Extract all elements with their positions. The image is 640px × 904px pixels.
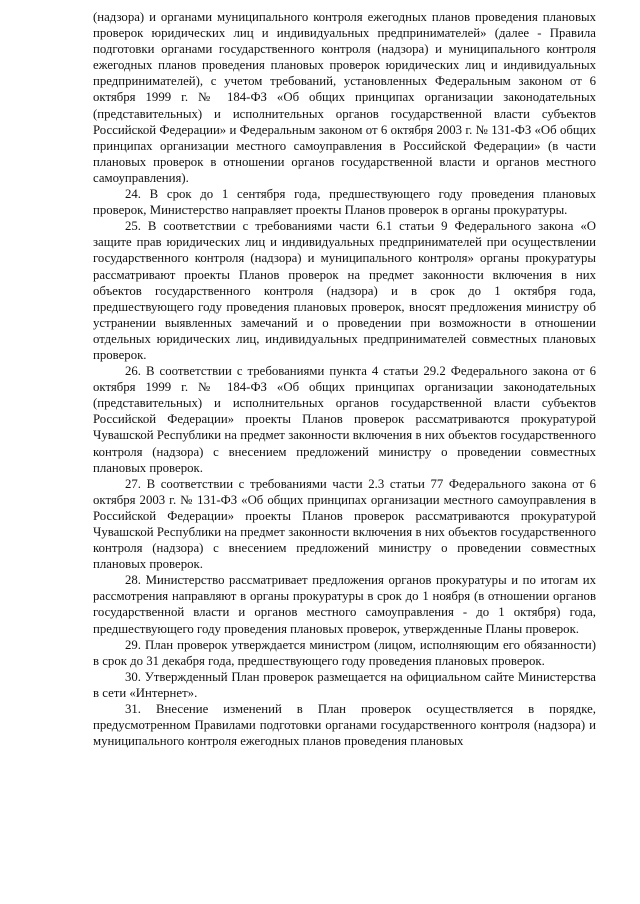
paragraph-25: 25. В соответствии с требованиями части 6.1 статьи 9 Федерального закона «О защите прав юридических лиц и индивидуальных предпринимателей при осуществлении государственного контроля (надзора) и муниципального контроля» органы прокуратуры рассматривают проекты Планов проверок на предмет законности включения в них объектов государственного контроля (надзора) и в срок до 1 октября года, предшествующего году проведения плановых проверок, вносят предложения министру об устранении выявленных замечаний и о проведении при возможности в отношении отдельных юридических лиц, индивидуальных предпринимателей совместных плановых проверок. [93, 219, 596, 362]
paragraph-28: 28. Министерство рассматривает предложения органов прокуратуры и по итогам их рассмотрения направляют в органы прокуратуры в срок до 1 ноября (в отношении органов государственной власти и органов местного самоуправления - до 1 октября) года, предшествующего году проведения плановых проверок, утвержденные Планы проверок. [93, 573, 596, 636]
paragraph-24: 24. В срок до 1 сентября года, предшествующего году проведения плановых проверок, Министерство направляет проекты Планов проверок в органы прокуратуры. [93, 187, 596, 218]
paragraph-29: 29. План проверок утверждается министром (лицом, исполняющим его обязанности) в срок до 31 декабря года, предшествующего году проведения плановых проверок. [93, 637, 596, 668]
paragraph-26: 26. В соответствии с требованиями пункта 4 статьи 29.2 Федерального закона от 6 октября 1999 г. № 184-ФЗ «Об общих принципах организации законодательных (представительных) и исполнительных органов государственной власти субъектов Российской Федерации» проекты Планов проверок рассматриваются прокуратурой Чувашской Республики на предмет законности включения в них объектов государственного контроля (надзора) с внесением предложений министру о проведении совместных плановых проверок. [93, 364, 596, 475]
paragraph-31: 31. Внесение изменений в План проверок осуществляется в порядке, предусмотренном Правилами подготовки органами государственного контроля (надзора) и муниципального контроля ежегодных планов проведения плановых [93, 702, 596, 749]
paragraph-30: 30. Утвержденный План проверок размещается на официальном сайте Министерства в сети «Интернет». [93, 669, 596, 700]
paragraph-continuation: (надзора) и органами муниципального контроля ежегодных планов проведения плановых проверок юридических лиц и индивидуальных предпринимателей» (далее - Правила подготовки органами государственного контроля (надзора) и муниципального контроля ежегодных планов проведения плановых проверок юридических лиц и индивидуальных предпринимателей), с учетом требований, установленных Федеральным законом от 6 октября 1999 г. № 184-ФЗ «Об общих принципах организации законодательных (представительных) и исполнительных органов государственной власти субъектов Российской Федерации» и Федеральным законом от 6 октября 2003 г. № 131-ФЗ «Об общих принципах организации местного самоуправления в Российской Федерации» (в части плановых проверок в отношении органов государственной власти и органов местного самоуправления). [93, 10, 596, 185]
paragraph-27: 27. В соответствии с требованиями части 2.3 статьи 77 Федерального закона от 6 октября 2003 г. № 131-ФЗ «Об общих принципах организации местного самоуправления в Российской Федерации» проекты Планов проверок рассматриваются прокуратурой Чувашской Республики на предмет законности включения в них объектов государственного контроля (надзора) с внесением предложений министру о проведении совместных плановых проверок. [93, 476, 596, 572]
